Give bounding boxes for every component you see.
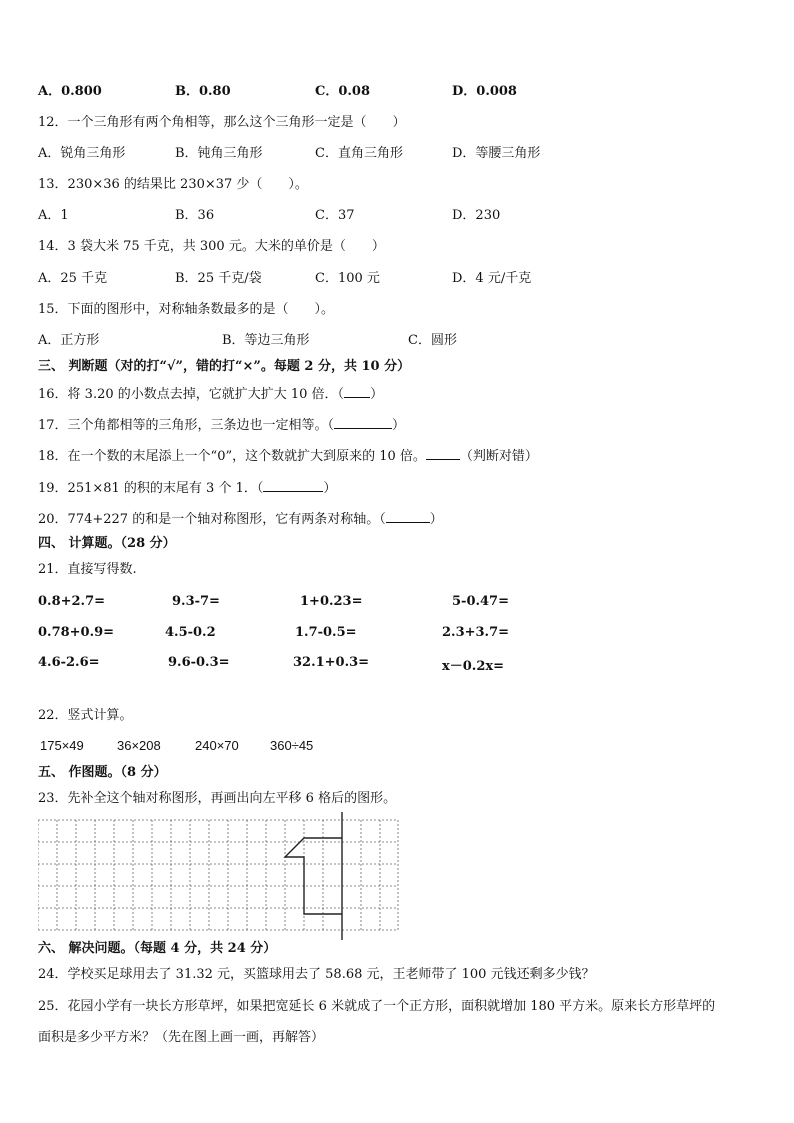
q18-answer-blank[interactable] (426, 447, 460, 460)
q21-item: 1+0.23= (300, 594, 363, 609)
grid-lines (38, 820, 398, 930)
q21-item: 4.5-0.2 (165, 625, 216, 640)
q14-option-c: C．100 元 (315, 271, 380, 286)
q18 (38, 447, 538, 465)
q17 (38, 416, 405, 434)
q21-item: 9.3-7= (172, 594, 220, 609)
q13-stem: 13．230×36 的结果比 230×37 少（ ）。 (38, 177, 308, 192)
q14-stem: 14．3 袋大米 75 千克，共 300 元。大米的单价是（ ） (38, 239, 385, 254)
q25-line-1: 25．花园小学有一块长方形草坪，如果把宽延长 6 米就成了一个正方形，面积就增加 180 平方米。原来长方形草坪的 (38, 999, 716, 1014)
q12-option-b: B．钝角三角形 (175, 146, 263, 161)
q14-option-a: A．25 千克 (38, 271, 108, 286)
q21-item: 32.1+0.3= (293, 655, 370, 670)
q15-option-b: B．等边三角形 (222, 333, 310, 348)
section-5-heading: 五、 作图题。（8 分） (38, 765, 167, 780)
q21-item: 9.6-0.3= (168, 655, 230, 670)
q15-option-a: A．正方形 (38, 333, 100, 348)
q22-item: 240×70 (195, 738, 239, 753)
q15-option-c: C．圆形 (408, 333, 457, 348)
q20-end: ） (429, 512, 443, 527)
q13-option-d: D．230 (452, 208, 501, 223)
q18-text: 18．在一个数的末尾添上一个“0”，这个数就扩大到原来的 10 倍。 (38, 449, 426, 464)
half-figure (285, 838, 342, 914)
q13-option-c: C．37 (315, 208, 355, 223)
q20-answer-blank[interactable] (386, 510, 430, 523)
q13-option-a: A．1 (38, 208, 69, 223)
drawing-grid[interactable] (38, 812, 408, 940)
q22-item: 360÷45 (270, 738, 314, 753)
q21-item: 2.3+3.7= (442, 625, 510, 640)
q22-stem: 22．竖式计算。 (38, 708, 133, 723)
q13-option-b: B．36 (175, 208, 215, 223)
q19 (38, 479, 336, 497)
q21-item: 1.7-0.5= (295, 625, 357, 640)
q12-option-c: C．直角三角形 (315, 146, 403, 161)
q22-item: 175×49 (40, 738, 84, 753)
q20-text: 20．774+227 的和是一个轴对称图形，它有两条对称轴。（ (38, 512, 386, 527)
q15-stem: 15．下面的图形中，对称轴条数最多的是（ ）。 (38, 302, 335, 317)
q21-item: 4.6-2.6= (38, 655, 100, 670)
q12-option-d: D．等腰三角形 (452, 146, 541, 161)
q18-end: （判断对错） (459, 449, 538, 464)
section-4-heading: 四、 计算题。（28 分） (38, 536, 176, 551)
section-6-heading: 六、 解决问题。（每题 4 分，共 24 分） (38, 941, 277, 956)
q21-item: 0.78+0.9= (38, 625, 115, 640)
q12-option-a: A．锐角三角形 (38, 146, 126, 161)
section-3-heading: 三、 判断题（对的打“√”，错的打“×”。每题 2 分，共 10 分） (38, 359, 411, 374)
q16-text: 16．将 3.20 的小数点去掉，它就扩大扩大 10 倍．（ (38, 387, 345, 402)
q22-item: 36×208 (117, 738, 161, 753)
q17-answer-blank[interactable] (334, 416, 392, 429)
q16-end: ） (370, 387, 384, 402)
q21-item: 5-0.47= (452, 594, 509, 609)
q16 (38, 385, 383, 403)
q19-end: ） (323, 481, 337, 496)
q19-answer-blank[interactable] (263, 479, 323, 492)
q11-option-a: A．0.800 (38, 84, 102, 99)
q24: 24．学校买足球用去了 31.32 元，买篮球用去了 58.68 元，王老师带了 100 元钱还剩多少钱？ (38, 967, 595, 982)
q17-text: 17．三个角都相等的三角形，三条边也一定相等。（ (38, 418, 335, 433)
q19-text: 19．251×81 的积的末尾有 3 个 1．（ (38, 481, 264, 496)
q12-stem: 12．一个三角形有两个角相等，那么这个三角形一定是（ ） (38, 115, 406, 130)
q14-option-d: D．4 元/千克 (452, 271, 532, 286)
q16-answer-blank[interactable] (344, 385, 370, 398)
q23-stem: 23．先补全这个轴对称图形，再画出向左平移 6 格后的图形。 (38, 791, 397, 806)
q21-stem: 21．直接写得数. (38, 562, 137, 577)
q14-option-b: B．25 千克/袋 (175, 271, 262, 286)
q17-end: ） (392, 418, 406, 433)
q11-option-d: D．0.008 (452, 84, 517, 99)
q21-item: 0.8+2.7= (38, 594, 106, 609)
q25-line-2: 面积是多少平方米？（先在图上画一画，再解答） (38, 1030, 325, 1045)
q20 (38, 510, 443, 528)
q11-option-b: B．0.80 (175, 84, 231, 99)
q11-option-c: C．0.08 (315, 84, 371, 99)
q21-item: x－0.2x= (442, 659, 505, 674)
